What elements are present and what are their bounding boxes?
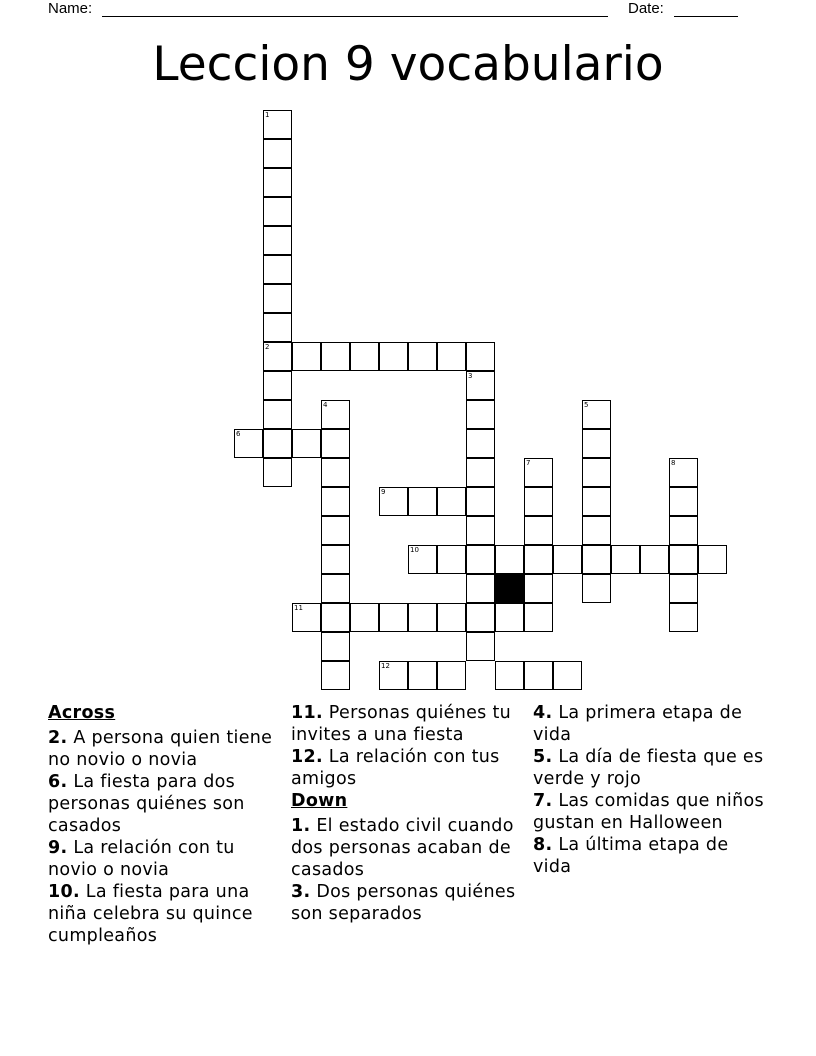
clue-text: A persona quien tiene no novio o novia [48, 728, 273, 770]
crossword-cell[interactable] [321, 632, 350, 661]
crossword-cell[interactable] [379, 487, 408, 516]
cell-number: 8 [671, 459, 676, 467]
crossword-cell[interactable] [292, 342, 321, 371]
crossword-cell[interactable] [263, 110, 292, 139]
crossword-cell[interactable] [263, 429, 292, 458]
crossword-block [495, 574, 524, 603]
name-label: Name: [48, 0, 93, 17]
cell-number: 4 [323, 401, 328, 409]
crossword-cell[interactable] [524, 661, 553, 690]
crossword-cell[interactable] [669, 458, 698, 487]
crossword-cell[interactable] [640, 545, 669, 574]
crossword-cell[interactable] [321, 603, 350, 632]
crossword-cell[interactable] [437, 661, 466, 690]
clue-text: Las comidas que niños gustan en Halloween [533, 791, 764, 833]
cell-number: 3 [468, 372, 473, 380]
crossword-cell[interactable] [321, 342, 350, 371]
crossword-cell[interactable] [582, 516, 611, 545]
crossword-cell[interactable] [408, 342, 437, 371]
crossword-cell[interactable] [524, 458, 553, 487]
cell-number: 7 [526, 459, 531, 467]
clue-text: Dos personas quiénes son separados [291, 882, 516, 924]
crossword-cell[interactable] [437, 545, 466, 574]
clue-down-1 [291, 815, 527, 881]
clue-number: 5. [533, 747, 553, 767]
crossword-cell[interactable] [698, 545, 727, 574]
crossword-cell[interactable] [466, 342, 495, 371]
crossword-cell[interactable] [437, 603, 466, 632]
crossword-cell[interactable] [263, 284, 292, 313]
crossword-cell[interactable] [321, 574, 350, 603]
crossword-cell[interactable] [524, 603, 553, 632]
crossword-cell[interactable] [292, 603, 321, 632]
cell-number: 1 [265, 111, 270, 119]
cell-number: 6 [236, 430, 241, 438]
clue-text: La relación con tu novio o novia [48, 838, 235, 880]
cell-number: 2 [265, 343, 270, 351]
cell-number: 10 [410, 546, 419, 554]
clue-down-7 [533, 790, 769, 834]
crossword-cell[interactable] [495, 545, 524, 574]
page-title: Leccion 9 vocabulario [152, 37, 664, 92]
cell-number: 12 [381, 662, 390, 670]
date-label: Date: [628, 0, 664, 17]
crossword-cell[interactable] [437, 342, 466, 371]
crossword-cell[interactable] [466, 574, 495, 603]
crossword-cell[interactable] [292, 429, 321, 458]
clue-across-2 [48, 727, 284, 771]
crossword-cell[interactable] [466, 487, 495, 516]
crossword-cell[interactable] [466, 545, 495, 574]
crossword-cell[interactable] [466, 458, 495, 487]
crossword-cell[interactable] [669, 516, 698, 545]
crossword-cell[interactable] [669, 487, 698, 516]
down-heading: Down [291, 791, 348, 811]
clue-across-10 [48, 881, 284, 947]
crossword-cell[interactable] [408, 487, 437, 516]
clue-number: 6. [48, 772, 68, 792]
cell-number: 5 [584, 401, 589, 409]
crossword-cell[interactable] [350, 603, 379, 632]
crossword-cell[interactable] [524, 545, 553, 574]
clue-text: La última etapa de vida [533, 835, 729, 877]
crossword-cell[interactable] [321, 661, 350, 690]
crossword-cell[interactable] [466, 603, 495, 632]
clue-across-9 [48, 837, 284, 881]
crossword-cell[interactable] [263, 168, 292, 197]
clue-number: 10. [48, 882, 80, 902]
clue-number: 1. [291, 816, 311, 836]
crossword-cell[interactable] [524, 487, 553, 516]
crossword-cell[interactable] [263, 342, 292, 371]
crossword-cell[interactable] [350, 342, 379, 371]
crossword-cell[interactable] [263, 255, 292, 284]
crossword-cell[interactable] [408, 661, 437, 690]
clue-number: 11. [291, 703, 323, 723]
crossword-cell[interactable] [234, 429, 263, 458]
clue-down-8 [533, 834, 769, 878]
clue-text: La relación con tus amigos [291, 747, 500, 789]
crossword-cell[interactable] [524, 516, 553, 545]
crossword-cell[interactable] [582, 545, 611, 574]
crossword-cell[interactable] [582, 487, 611, 516]
clue-down-4 [533, 702, 769, 746]
clue-number: 7. [533, 791, 553, 811]
crossword-cell[interactable] [321, 545, 350, 574]
crossword-cell[interactable] [466, 371, 495, 400]
crossword-cell[interactable] [582, 458, 611, 487]
crossword-cell[interactable] [495, 603, 524, 632]
crossword-cell[interactable] [379, 661, 408, 690]
crossword-cell[interactable] [321, 487, 350, 516]
crossword-cell[interactable] [263, 400, 292, 429]
crossword-cell[interactable] [263, 313, 292, 342]
clue-text: La fiesta para dos personas quiénes son casados [48, 772, 245, 836]
clue-number: 2. [48, 728, 68, 748]
clues-column-1 [48, 702, 284, 947]
crossword-cell[interactable] [553, 545, 582, 574]
crossword-cell[interactable] [263, 197, 292, 226]
crossword-cell[interactable] [263, 458, 292, 487]
crossword-cell[interactable] [669, 603, 698, 632]
clue-across-12 [291, 746, 527, 790]
crossword-cell[interactable] [466, 400, 495, 429]
clue-across-6 [48, 771, 284, 837]
crossword-cell[interactable] [437, 487, 466, 516]
crossword-cell[interactable] [263, 371, 292, 400]
clue-number: 8. [533, 835, 553, 855]
crossword-cell[interactable] [321, 429, 350, 458]
crossword-cell[interactable] [582, 429, 611, 458]
crossword-cell[interactable] [495, 661, 524, 690]
crossword-cell[interactable] [321, 458, 350, 487]
crossword-cell[interactable] [466, 516, 495, 545]
across-heading: Across [48, 703, 116, 723]
crossword-cell[interactable] [582, 574, 611, 603]
clue-number: 4. [533, 703, 553, 723]
clue-number: 9. [48, 838, 68, 858]
crossword-cell[interactable] [321, 400, 350, 429]
clue-down-5 [533, 746, 769, 790]
clue-text: La día de fiesta que es verde y rojo [533, 747, 764, 789]
clue-text: La primera etapa de vida [533, 703, 743, 745]
cell-number: 9 [381, 488, 386, 496]
clue-down-3 [291, 881, 527, 925]
crossword-cell[interactable] [466, 429, 495, 458]
crossword-cell[interactable] [582, 400, 611, 429]
crossword-cell[interactable] [669, 574, 698, 603]
clue-text: El estado civil cuando dos personas acaban de casados [291, 816, 514, 880]
crossword-cell[interactable] [466, 632, 495, 661]
crossword-cell[interactable] [553, 661, 582, 690]
clue-across-11 [291, 702, 527, 746]
crossword-cell[interactable] [408, 603, 437, 632]
clues-column-2 [291, 702, 527, 925]
clue-number: 3. [291, 882, 311, 902]
clues-column-3 [533, 702, 769, 878]
cell-number: 11 [294, 604, 303, 612]
crossword-cell[interactable] [263, 226, 292, 255]
clue-number: 12. [291, 747, 323, 767]
crossword-cell[interactable] [263, 139, 292, 168]
crossword-cell[interactable] [611, 545, 640, 574]
crossword-cell[interactable] [379, 603, 408, 632]
crossword-cell[interactable] [321, 516, 350, 545]
crossword-cell[interactable] [669, 545, 698, 574]
crossword-cell[interactable] [408, 545, 437, 574]
clue-text: Personas quiénes tu invites a una fiesta [291, 703, 512, 745]
crossword-cell[interactable] [524, 574, 553, 603]
clue-text: La fiesta para una niña celebra su quince cumpleaños [48, 882, 253, 946]
crossword-cell[interactable] [379, 342, 408, 371]
